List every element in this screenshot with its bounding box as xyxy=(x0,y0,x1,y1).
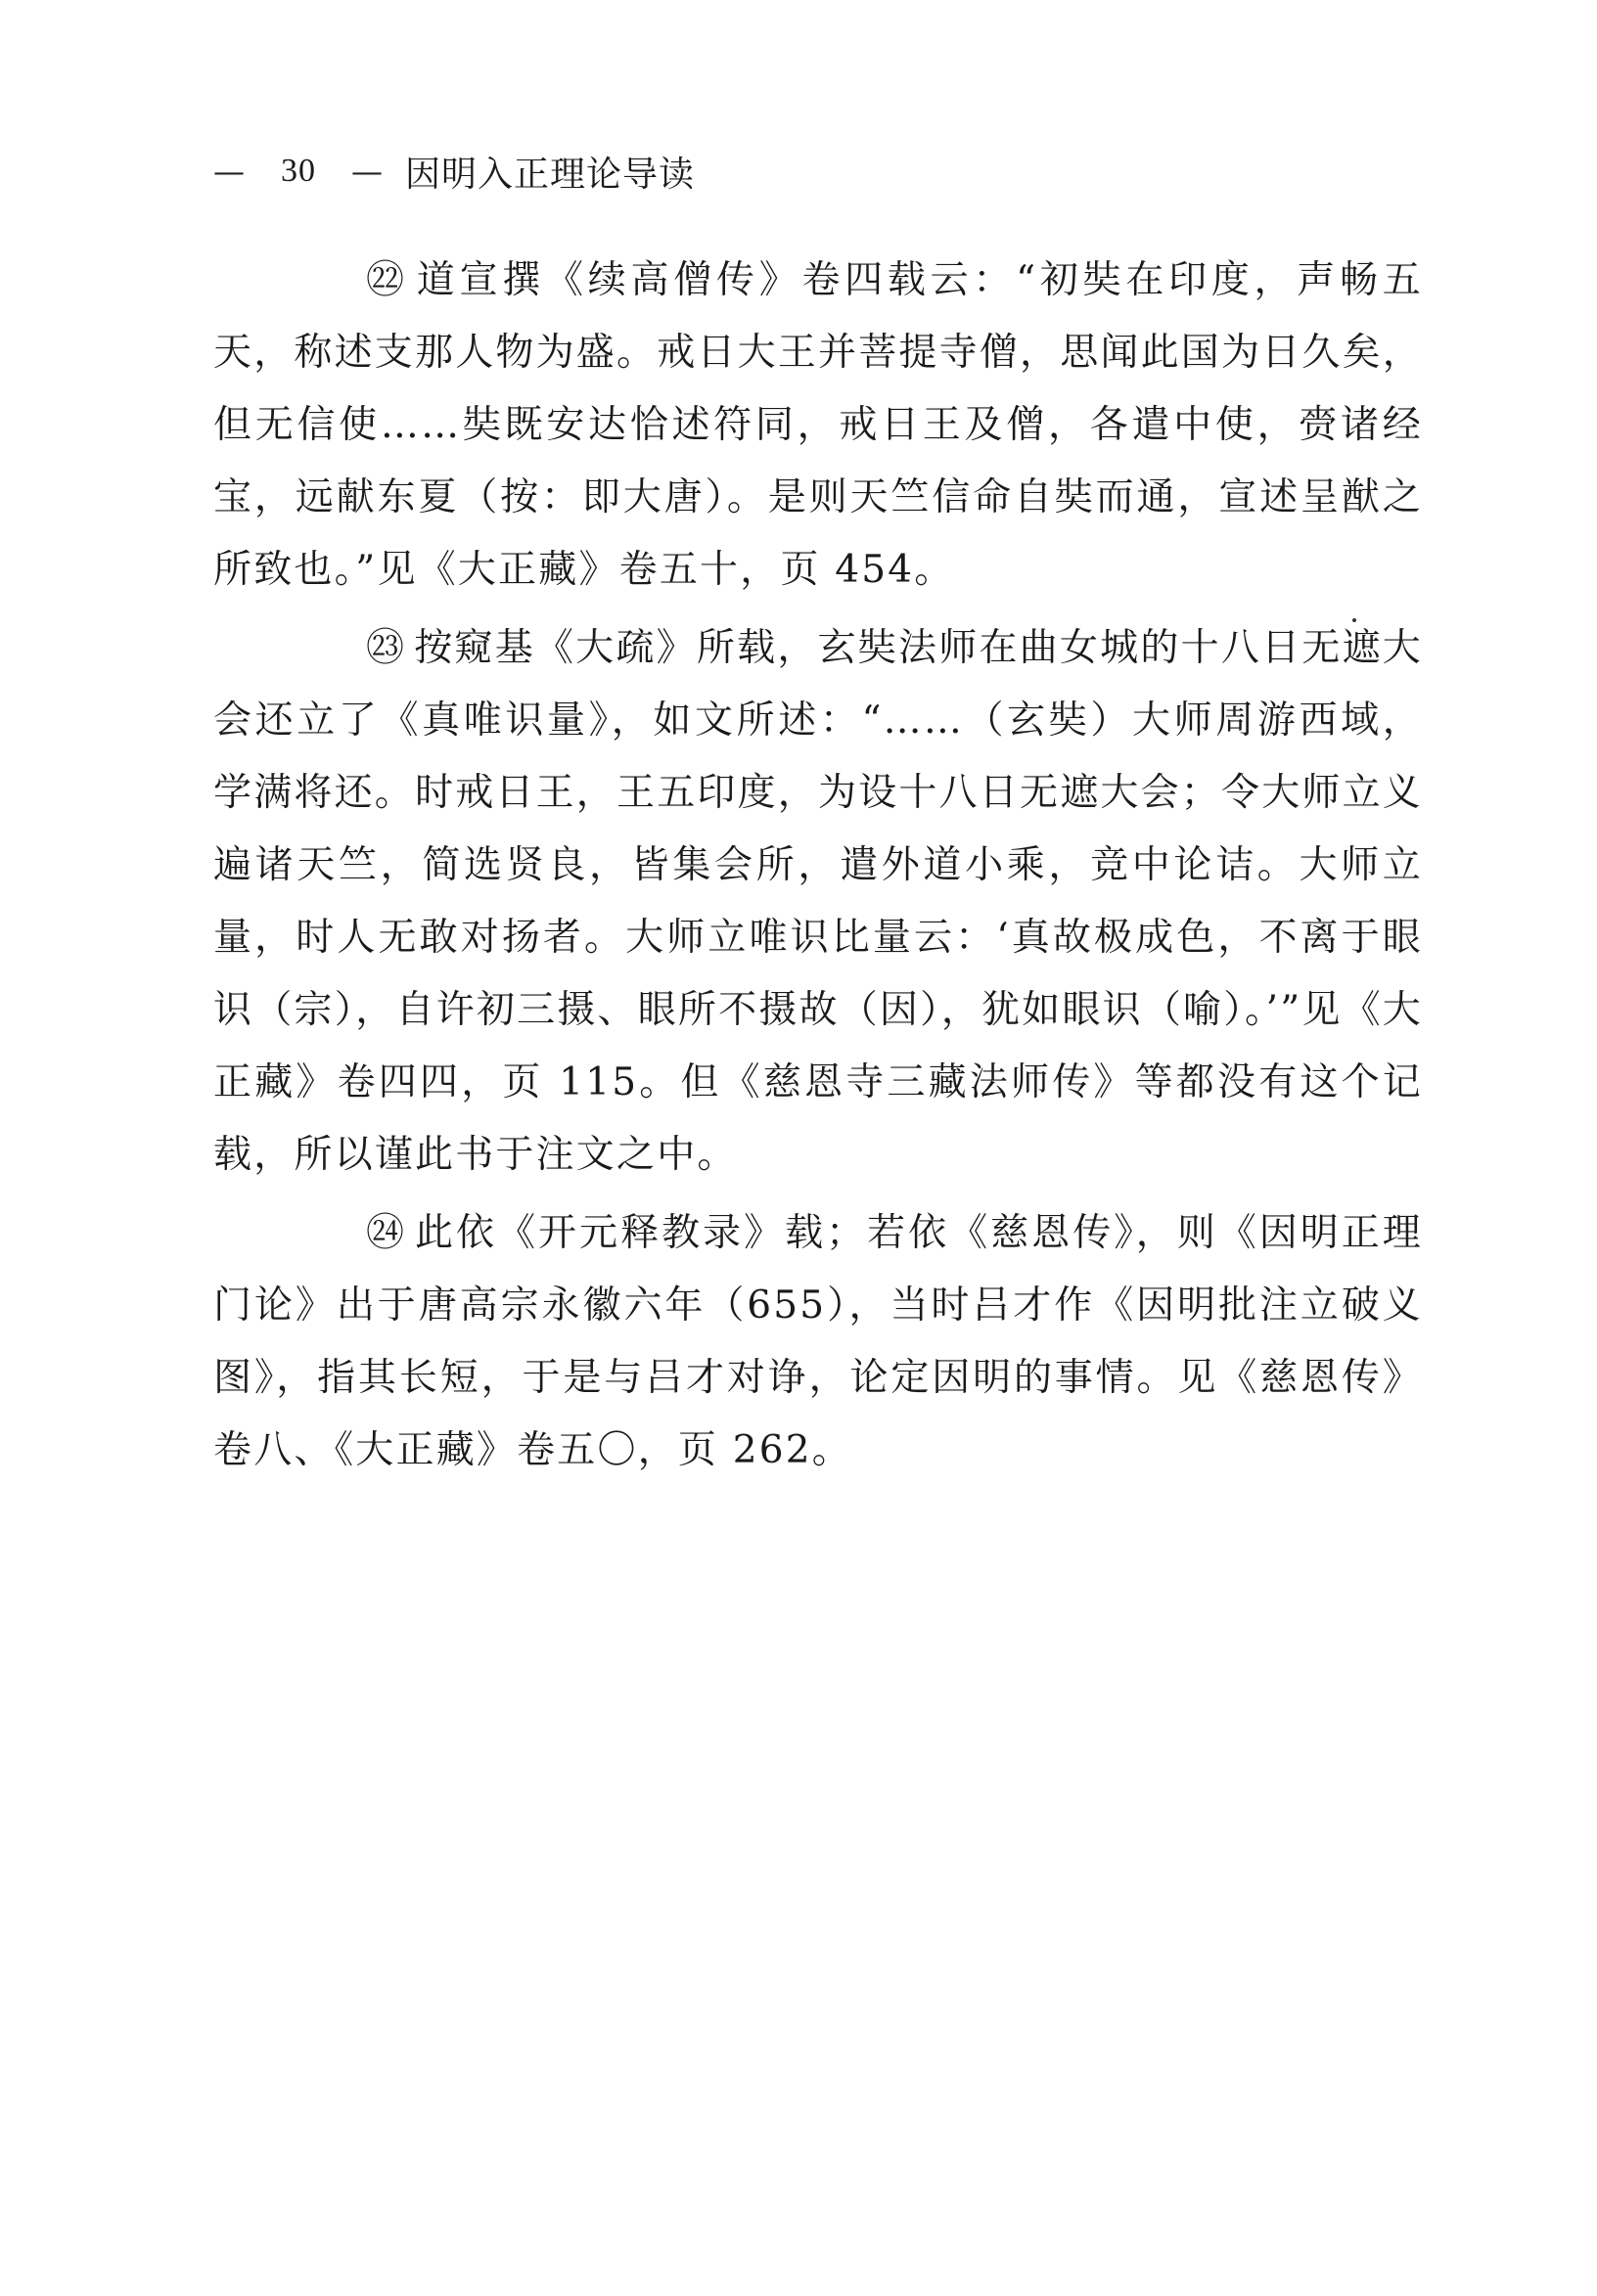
endnotes-body xyxy=(213,245,1423,1493)
scan-speck xyxy=(1352,618,1356,622)
endnote-number: ㉔ xyxy=(366,1211,407,1255)
endnote-24 xyxy=(213,1197,1423,1487)
endnote-text: 按窥基《大疏》所载，玄奘法师在曲女城的十八日无遮大会还立了《真唯识量》，如文所述：“……（玄奘）大师周游西域，学满将还。时戒日王，王五印度，为设十八日无遮大会；令大师立义遍诸天竺，简选贤良，皆集会所，遣外道小乘，竞中论诘。大师立量，时人无敢对扬者。大师立唯识比量云：‘真故极成色，不离于眼识（宗），自许初三摄、眼所不摄故（因），犹如眼识（喻）。’”见《大正藏》卷四四，页 115。但《慈恩寺三藏法师传》等都没有这个记载，所以谨此书于注文之中。 xyxy=(213,626,1424,1177)
header-dash-left: — xyxy=(213,153,246,190)
endnote-number: ㉓ xyxy=(366,626,407,670)
book-title: 因明入正理论导读 xyxy=(405,154,696,195)
page-number: 30 xyxy=(281,153,316,189)
endnote-22 xyxy=(213,245,1423,607)
running-header xyxy=(213,147,695,196)
endnote-number: ㉒ xyxy=(366,258,407,302)
header-dash-right: — xyxy=(351,153,384,190)
endnote-text: 道宣撰《续高僧传》卷四载云：“初奘在印度，声畅五天，称述支那人物为盛。戒日大王并菩提寺僧，思闻此国为日久矣，但无信使……奘既安达恰述符同，戒日王及僧，各遣中使，赍诸经宝，远献东夏（按：即大唐）。是则天竺信命自奘而通，宣述呈猷之所致也。”见《大正藏》卷五十，页 454。 xyxy=(213,258,1424,592)
endnote-text: 此依《开元释教录》载；若依《慈恩传》，则《因明正理门论》出于唐高宗永徽六年（655），当时吕才作《因明批注立破义图》，指其长短，于是与吕才对诤，论定因明的事情。见《慈恩传》卷八、《大正藏》卷五〇，页 262。 xyxy=(213,1211,1423,1472)
endnote-23 xyxy=(213,612,1423,1192)
